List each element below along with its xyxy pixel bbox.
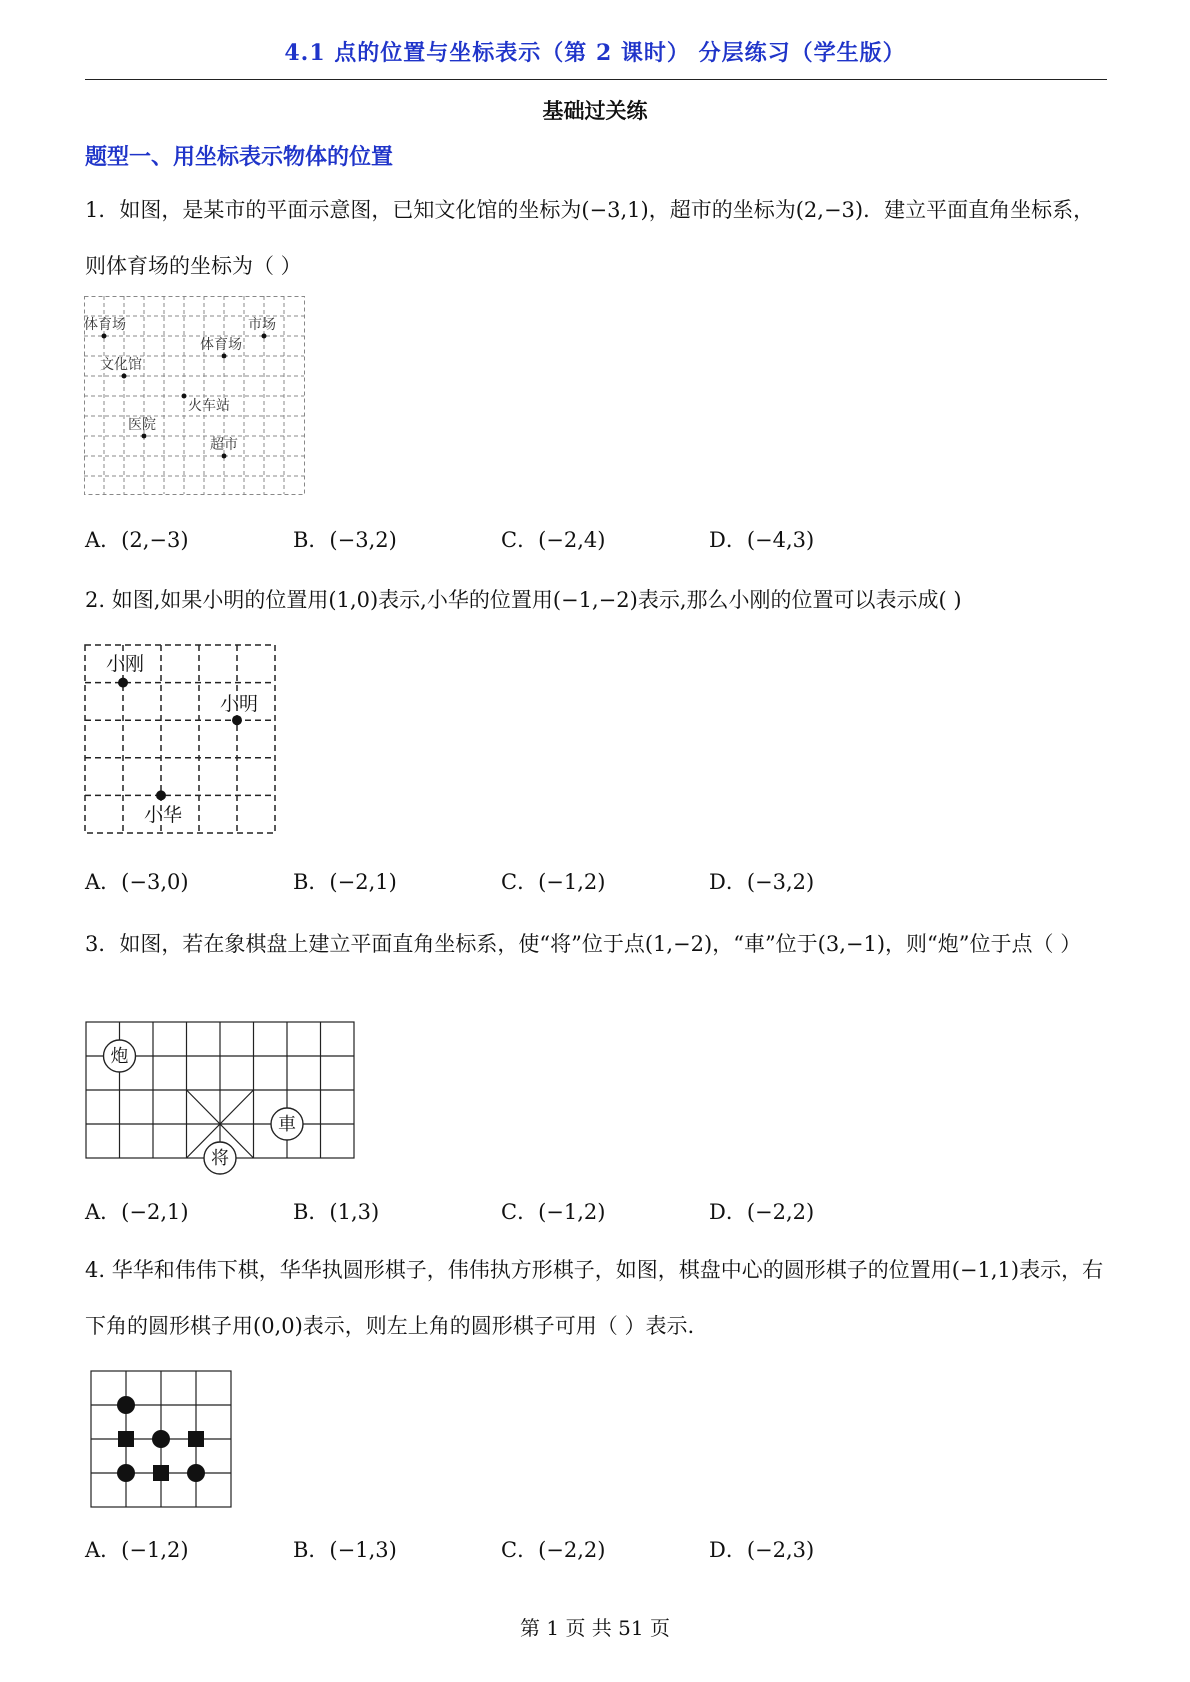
map-dot-station [182, 394, 187, 399]
q2-position-grid [84, 644, 278, 836]
xiaogang-dot [118, 678, 128, 688]
question-1-text: 1．如图，是某市的平面示意图，已知文化馆的坐标为(−3,1)，超市的坐标为(2,−3)．建立平面直角坐标系，则体育场的坐标为（ ） [85, 198, 1095, 278]
question-4-text: 4. 华华和伟伟下棋，华华执圆形棋子，伟伟执方形棋子，如图，棋盘中心的圆形棋子的位置用(−1,1)表示，右下角的圆形棋子用(0,0)表示，则左上角的圆形棋子可用（ ）表示. [85, 1258, 1104, 1338]
round-piece-center [152, 1430, 170, 1448]
label-xiaoming: 小明 [220, 693, 259, 715]
question-2-text: 2. 如图,如果小明的位置用(1,0)表示,小华的位置用(−1,−2)表示,那么小刚的位置可以表示成( ) [85, 588, 962, 612]
q2-option-c[interactable]: C．(−1,2) [501, 870, 606, 894]
subtitle: 基础过关练 [542, 98, 648, 123]
che-label: 車 [278, 1114, 296, 1135]
q2-option-b[interactable]: B．(−2,1) [293, 870, 397, 894]
section-heading: 题型一、用坐标表示物体的位置 [85, 144, 394, 170]
page-footer: 第 1 页 共 51 页 [520, 1616, 670, 1640]
q3-chess-board [84, 1020, 358, 1176]
q3-option-d[interactable]: D．(−2,2) [709, 1200, 815, 1224]
map-label: 体育场 [84, 317, 126, 333]
q4-option-d[interactable]: D．(−2,3) [709, 1538, 815, 1562]
map-label: 文化馆 [100, 357, 142, 373]
round-piece [117, 1464, 135, 1482]
q1-option-d[interactable]: D．(−4,3) [709, 528, 815, 552]
q1-city-map [84, 296, 306, 496]
square-piece [188, 1431, 204, 1447]
map-dot-culture-hall [122, 374, 127, 379]
header-rule [85, 79, 1107, 80]
round-piece [117, 1396, 135, 1414]
map-label: 火车站 [188, 398, 230, 414]
q1-option-a[interactable]: A．(2,−3) [85, 528, 189, 552]
label-xiaogang: 小刚 [106, 653, 145, 675]
map-dot-stadium-left [102, 334, 107, 339]
label-xiaohua: 小华 [144, 804, 183, 826]
square-piece [118, 1431, 134, 1447]
q2-option-d[interactable]: D．(−3,2) [709, 870, 815, 894]
jiang-label: 将 [211, 1148, 229, 1169]
map-dot-hospital [142, 434, 147, 439]
q1-option-c[interactable]: C．(−2,4) [501, 528, 606, 552]
q3-option-c[interactable]: C．(−1,2) [501, 1200, 606, 1224]
map-dot-stadium [222, 354, 227, 359]
pao-label: 炮 [110, 1046, 129, 1067]
question-3-text: 3．如图，若在象棋盘上建立平面直角坐标系，使“将”位于点(1,−2)，“車”位于(3,−1)，则“炮”位于点（ ） [85, 932, 1082, 956]
q2-option-a[interactable]: A．(−3,0) [85, 870, 189, 894]
map-label: 体育场 [200, 337, 242, 353]
map-label: 医院 [128, 417, 156, 433]
map-dot-market [262, 334, 267, 339]
map-label: 超市 [210, 437, 238, 453]
document-title: 4.1 点的位置与坐标表示（第 2 课时） 分层练习（学生版） [284, 40, 906, 66]
q4-go-board [90, 1370, 234, 1510]
map-label: 市场 [248, 317, 276, 333]
square-piece [153, 1465, 169, 1481]
q4-option-b[interactable]: B．(−1,3) [293, 1538, 397, 1562]
q3-option-b[interactable]: B．(1,3) [293, 1200, 380, 1224]
map-dot-supermarket [222, 454, 227, 459]
q4-option-a[interactable]: A．(−1,2) [85, 1538, 189, 1562]
q3-option-a[interactable]: A．(−2,1) [85, 1200, 189, 1224]
q1-option-b[interactable]: B．(−3,2) [293, 528, 397, 552]
q4-option-c[interactable]: C．(−2,2) [501, 1538, 606, 1562]
xiaoming-dot [232, 715, 242, 725]
xiaohua-dot [156, 790, 166, 800]
round-piece-bottom-right [187, 1464, 205, 1482]
